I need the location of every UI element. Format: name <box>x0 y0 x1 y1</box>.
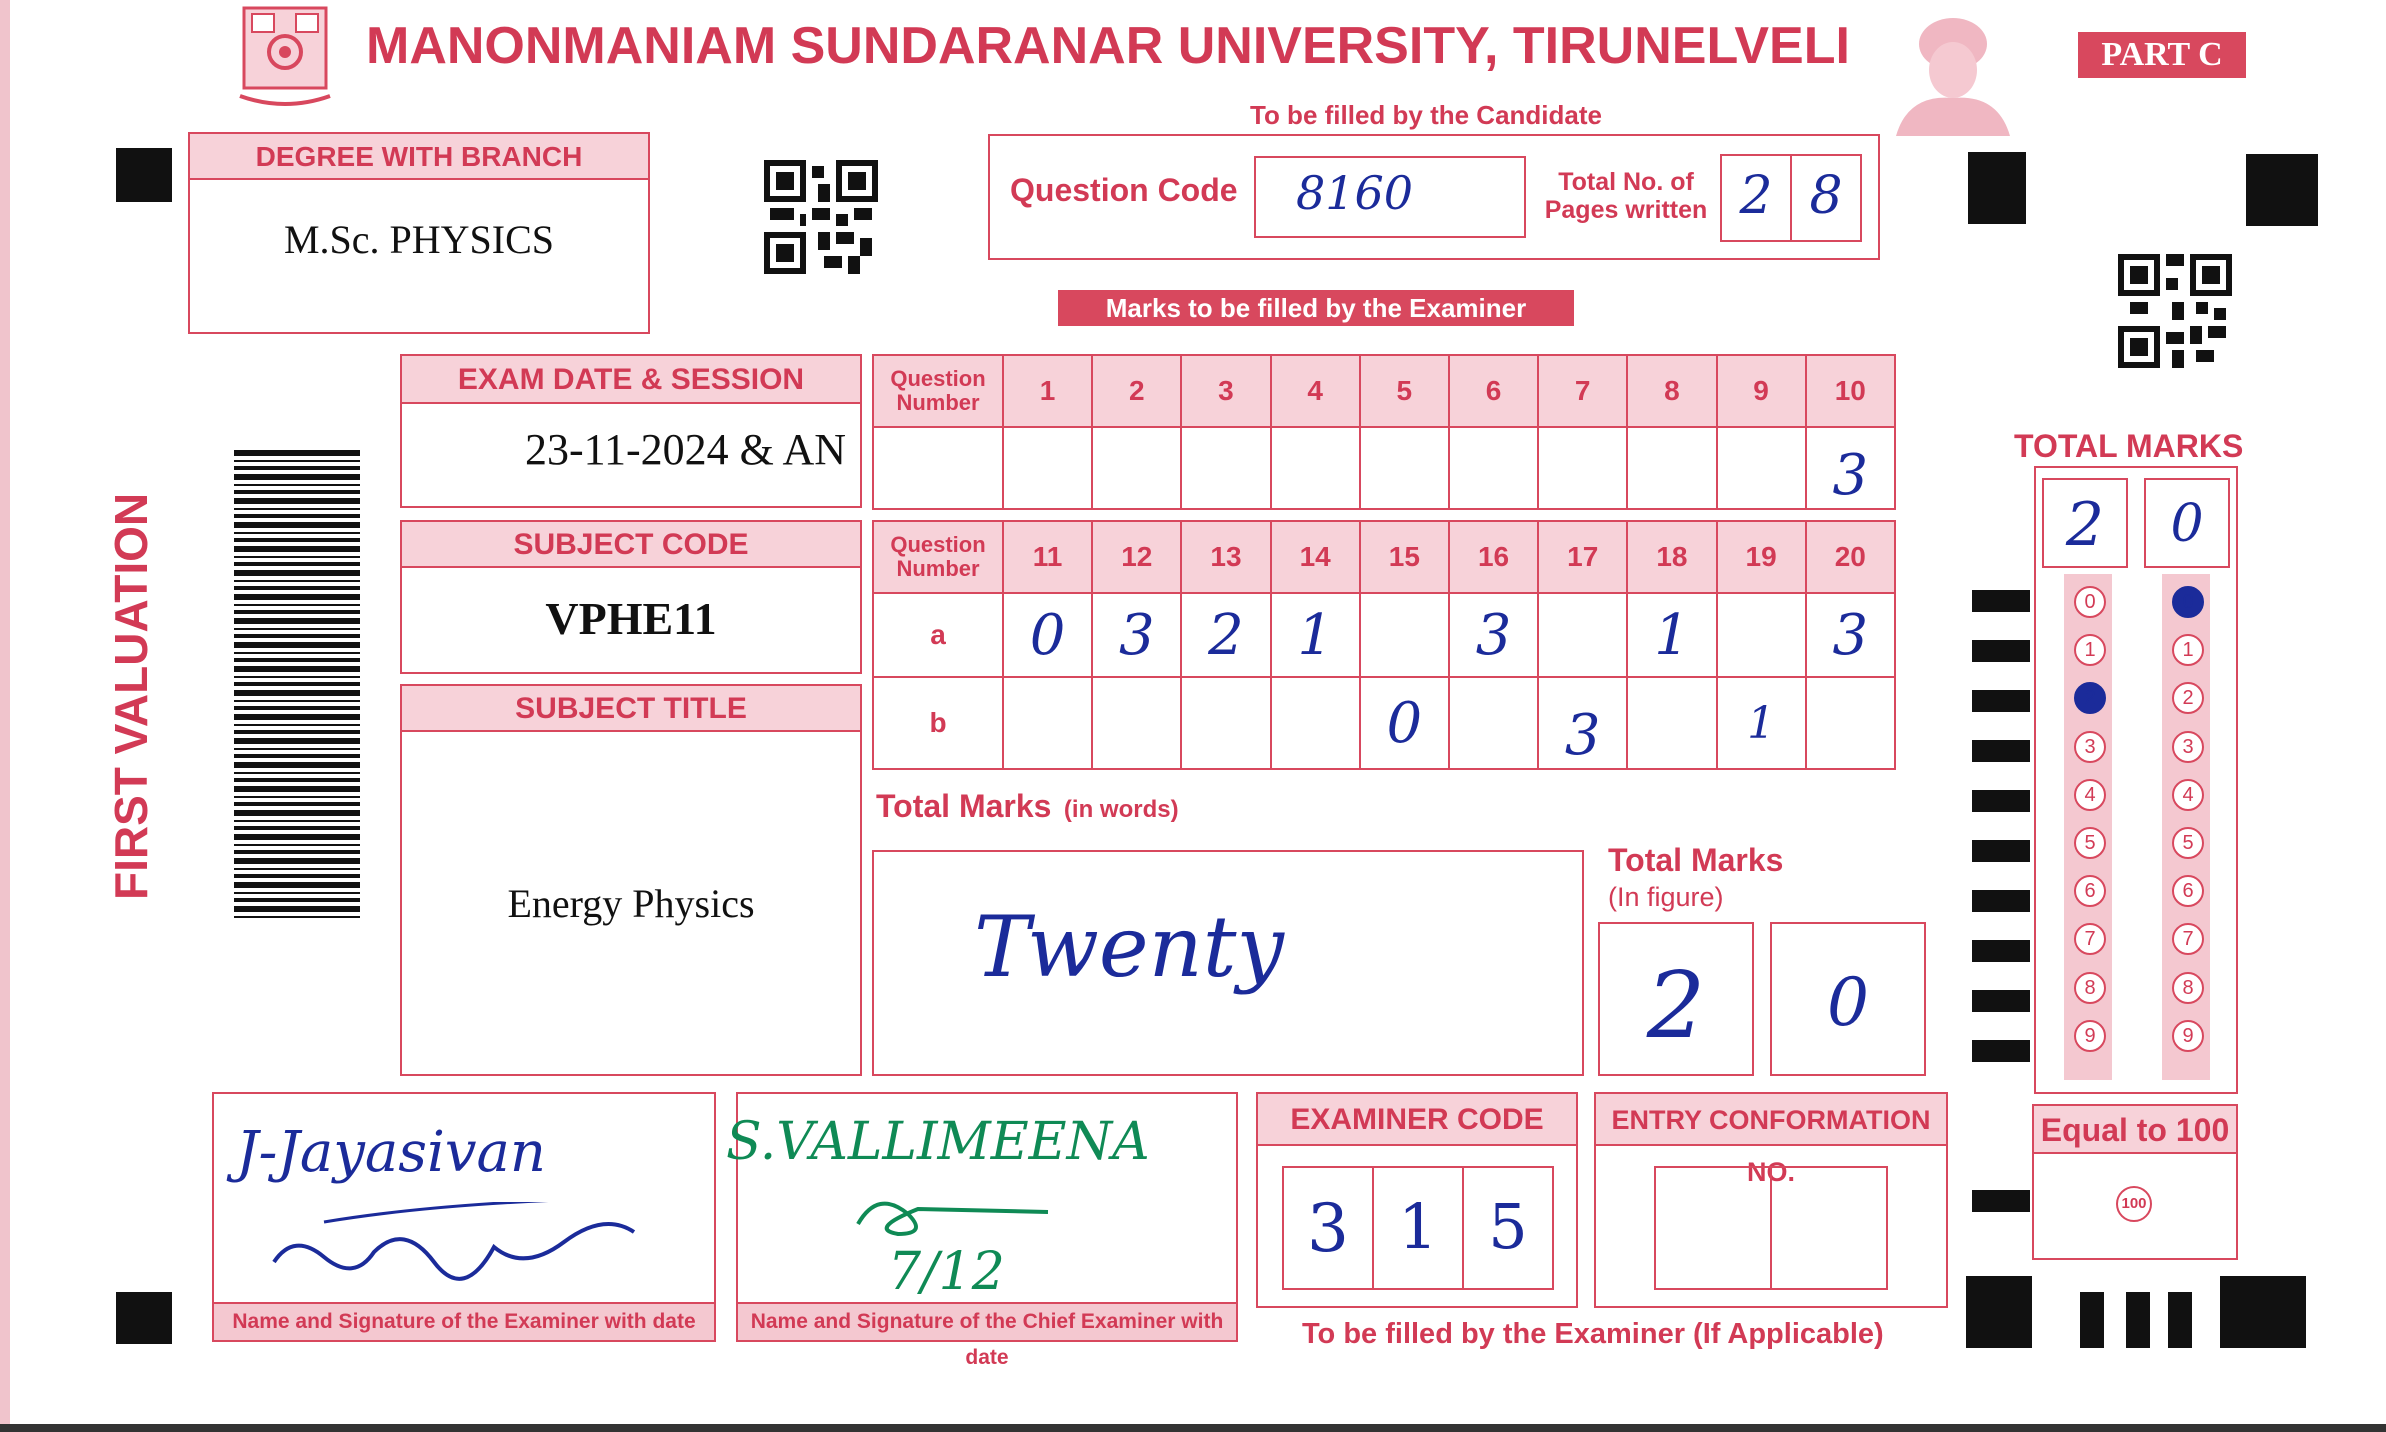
question-number-cell: 12 <box>1092 521 1181 593</box>
mark-cell-b[interactable]: 1 <box>1717 677 1806 769</box>
mark-cell[interactable] <box>1092 427 1181 509</box>
mark-cell-b[interactable] <box>1806 677 1895 769</box>
examiner-code-digit-1-value: 3 <box>1307 1190 1349 1267</box>
subject-code-label: SUBJECT CODE <box>402 522 860 568</box>
mark-cell-b[interactable]: 0 <box>1360 677 1449 769</box>
degree-label: DEGREE WITH BRANCH <box>190 134 648 180</box>
total-marks-digit-1[interactable] <box>2042 478 2128 568</box>
question-number-cell: 16 <box>1449 521 1538 593</box>
mark-cell[interactable] <box>1627 427 1716 509</box>
total-words-sublabel: (in words) <box>1063 796 1179 823</box>
mark-bubble[interactable]: 0 <box>2172 586 2204 618</box>
mark-bubble[interactable]: 5 <box>2074 827 2106 859</box>
pages-digit-1-value: 2 <box>1739 166 1773 226</box>
mark-cell-a[interactable]: 0 <box>1003 593 1092 677</box>
subject-code-value: VPHE11 <box>545 593 717 644</box>
mark-cell-a[interactable]: 3 <box>1806 593 1895 677</box>
subject-title-box <box>400 684 862 1076</box>
registration-mark <box>2220 1276 2306 1348</box>
question-number-cell: 6 <box>1449 355 1538 427</box>
question-number-cell: 18 <box>1627 521 1716 593</box>
total-marks-bubbles-box <box>2034 466 2238 1094</box>
registration-mark <box>1968 152 2026 224</box>
equal-to-100-bubble[interactable]: 100 <box>2116 1186 2152 1222</box>
mark-cell-a[interactable] <box>1717 593 1806 677</box>
timing-mark <box>1972 890 2030 912</box>
mark-cell-a[interactable]: 1 <box>1271 593 1360 677</box>
pages-digit-2-value: 8 <box>1809 166 1843 226</box>
first-valuation-label: FIRST VALUATION <box>105 492 157 900</box>
mark-cell[interactable]: 3 <box>1806 427 1895 509</box>
timing-mark <box>1972 640 2030 662</box>
registration-mark <box>116 148 172 202</box>
timing-mark <box>1972 1190 2030 1212</box>
question-number-cell: 9 <box>1717 355 1806 427</box>
mark-cell[interactable] <box>1538 427 1627 509</box>
question-number-cell: 8 <box>1627 355 1716 427</box>
mark-bubble[interactable]: 3 <box>2074 731 2106 763</box>
pages-digit-2[interactable] <box>1790 154 1862 242</box>
sheet-left-edge <box>0 0 10 1432</box>
row-b-label: b <box>873 677 1003 769</box>
entry-conformation-digit-1[interactable] <box>1654 1166 1772 1290</box>
question-number-cell: 10 <box>1806 355 1895 427</box>
question-number-header: Question Number <box>873 521 1003 593</box>
degree-value: M.Sc. PHYSICS <box>283 217 555 262</box>
examiner-code-box <box>1256 1092 1578 1308</box>
question-number-cell: 14 <box>1271 521 1360 593</box>
total-figure-digit-1-value: 2 <box>1646 952 1706 1059</box>
row-a-label: a <box>873 593 1003 677</box>
examiner-code-digit-3-value: 5 <box>1488 1190 1528 1263</box>
mark-cell-b[interactable] <box>1092 677 1181 769</box>
question-number-cell: 15 <box>1360 521 1449 593</box>
question-number-cell: 5 <box>1360 355 1449 427</box>
mark-bubble[interactable]: 0 <box>2074 586 2106 618</box>
total-words-label: Total Marks <box>876 788 1052 824</box>
mark-cell[interactable] <box>1360 427 1449 509</box>
university-title: MANONMANIAM SUNDARANAR UNIVERSITY, TIRUNELVELI <box>366 17 1850 75</box>
mark-cell-b[interactable] <box>1181 677 1270 769</box>
question-number-cell: 17 <box>1538 521 1627 593</box>
mark-cell-a[interactable]: 2 <box>1181 593 1270 677</box>
mark-cell-a[interactable] <box>1360 593 1449 677</box>
total-marks-digit-1-value: 2 <box>2065 490 2105 560</box>
blank-cell <box>873 427 1003 509</box>
question-code-label: Question Code <box>1010 172 1238 208</box>
mark-bubble[interactable]: 7 <box>2074 923 2106 955</box>
founder-portrait <box>1888 8 2018 136</box>
timing-mark <box>1972 790 2030 812</box>
registration-mark <box>2080 1292 2104 1348</box>
total-words-field[interactable] <box>872 850 1584 1076</box>
chief-examiner-signature-label: Name and Signature of the Chief Examiner with date <box>738 1302 1236 1340</box>
question-number-cell: 11 <box>1003 521 1092 593</box>
registration-mark <box>1966 1276 2032 1348</box>
registration-mark <box>116 1292 172 1344</box>
question-code-field[interactable] <box>1254 156 1526 238</box>
barcode <box>234 450 360 920</box>
marks-grid-2 <box>872 520 1896 770</box>
mark-bubble[interactable]: 4 <box>2172 779 2204 811</box>
mark-cell[interactable] <box>1717 427 1806 509</box>
mark-bubble[interactable]: 5 <box>2172 827 2204 859</box>
mark-bubble[interactable]: 7 <box>2172 923 2204 955</box>
mark-cell-b[interactable] <box>1003 677 1092 769</box>
university-logo <box>238 4 332 112</box>
question-number-cell: 3 <box>1181 355 1270 427</box>
examiner-name: J-Jayasivan <box>236 1120 546 1185</box>
mark-cell[interactable] <box>1271 427 1360 509</box>
equal-to-100-label: Equal to 100 <box>2034 1106 2236 1154</box>
mark-bubble[interactable]: 2 <box>2172 682 2204 714</box>
registration-mark <box>2168 1292 2192 1348</box>
qr-code-icon <box>2118 254 2232 368</box>
question-number-cell: 2 <box>1092 355 1181 427</box>
total-figure-digit-2-value: 0 <box>1827 964 1869 1041</box>
chief-examiner-signature-scribble <box>838 1184 1058 1244</box>
mark-bubble[interactable]: 8 <box>2074 972 2106 1004</box>
subject-title-value: Energy Physics <box>507 881 755 926</box>
total-marks-digit-2[interactable] <box>2144 478 2230 568</box>
question-number-cell: 19 <box>1717 521 1806 593</box>
mark-bubble[interactable]: 6 <box>2074 875 2106 907</box>
subject-title-label: SUBJECT TITLE <box>402 686 860 732</box>
registration-mark <box>2126 1292 2150 1348</box>
exam-date-value: 23-11-2024 & AN <box>524 425 846 474</box>
total-figure-label: Total Marks <box>1608 842 1784 878</box>
timing-mark <box>1972 840 2030 862</box>
timing-mark <box>1972 1040 2030 1062</box>
mark-cell[interactable] <box>1449 427 1538 509</box>
exam-date-box <box>400 354 862 508</box>
mark-cell-a[interactable] <box>1538 593 1627 677</box>
question-code-box <box>988 134 1880 260</box>
mark-bubble[interactable]: 9 <box>2074 1020 2106 1052</box>
question-number-cell: 7 <box>1538 355 1627 427</box>
equal-to-100-box <box>2032 1104 2238 1260</box>
candidate-note: To be filled by the Candidate <box>1250 100 1602 130</box>
total-figure-digit-1[interactable] <box>1598 922 1754 1076</box>
qr-code-icon <box>764 160 878 274</box>
question-number-cell: 1 <box>1003 355 1092 427</box>
timing-mark <box>1972 990 2030 1012</box>
examiner-banner: Marks to be filled by the Examiner <box>1058 290 1574 326</box>
mark-bubble[interactable]: 4 <box>2074 779 2106 811</box>
total-figure-sublabel: (In figure) <box>1608 882 1724 912</box>
examiner-code-digit-3[interactable] <box>1462 1166 1554 1290</box>
mark-cell-a[interactable]: 3 <box>1092 593 1181 677</box>
marks-grid-1 <box>872 354 1896 510</box>
mark-bubble[interactable]: 6 <box>2172 875 2204 907</box>
degree-box <box>188 132 650 334</box>
subject-code-box <box>400 520 862 674</box>
chief-examiner-name: S.VALLIMEENA <box>726 1112 1150 1172</box>
examiner-signature-box[interactable] <box>212 1092 716 1342</box>
exam-date-label: EXAM DATE & SESSION <box>402 356 860 404</box>
mark-cell[interactable] <box>1181 427 1270 509</box>
timing-mark <box>1972 740 2030 762</box>
question-number-cell: 4 <box>1271 355 1360 427</box>
chief-examiner-date: 7/12 <box>888 1242 1005 1302</box>
mark-cell-a[interactable]: 1 <box>1627 593 1716 677</box>
timing-mark <box>1972 940 2030 962</box>
examiner-code-digit-2-value: 1 <box>1398 1190 1438 1263</box>
examiner-code-digit-2[interactable] <box>1372 1166 1464 1290</box>
footer-note: To be filled by the Examiner (If Applicable) <box>1302 1318 1884 1350</box>
mark-bubble[interactable]: 9 <box>2172 1020 2204 1052</box>
total-words-heading <box>876 788 1179 825</box>
mark-bubble[interactable]: 1 <box>2172 634 2204 666</box>
total-marks-digit-2-value: 0 <box>2170 494 2204 554</box>
examiner-code-digit-1[interactable] <box>1282 1166 1374 1290</box>
mark-bubble[interactable]: 8 <box>2172 972 2204 1004</box>
question-number-cell: 20 <box>1806 521 1895 593</box>
pages-digit-1[interactable] <box>1720 154 1792 242</box>
total-words-value: Twenty <box>974 898 1284 996</box>
examiner-code-label: EXAMINER CODE <box>1258 1094 1576 1146</box>
examiner-signature-scribble <box>264 1202 644 1292</box>
mark-cell[interactable] <box>1003 427 1092 509</box>
examiner-signature-label: Name and Signature of the Examiner with date <box>214 1302 714 1340</box>
mark-cell-b[interactable] <box>1271 677 1360 769</box>
total-figure-digit-2[interactable] <box>1770 922 1926 1076</box>
chief-examiner-signature-box[interactable] <box>726 1092 1238 1369</box>
part-badge: PART C <box>2078 32 2246 78</box>
mark-cell-b[interactable] <box>1449 677 1538 769</box>
total-marks-bubbles-label: TOTAL MARKS <box>2014 428 2244 464</box>
timing-mark <box>1972 690 2030 712</box>
entry-conformation-box <box>1594 1092 1948 1308</box>
question-code-value: 8160 <box>1296 166 1414 220</box>
registration-mark <box>2246 154 2318 226</box>
timing-mark <box>1972 590 2030 612</box>
mark-bubble[interactable]: 1 <box>2074 634 2106 666</box>
mark-bubble[interactable]: 2 <box>2074 682 2106 714</box>
question-number-header: Question Number <box>873 355 1003 427</box>
pages-written-label: Total No. of Pages written <box>1544 168 1708 224</box>
mark-bubble[interactable]: 3 <box>2172 731 2204 763</box>
mark-cell-a[interactable]: 3 <box>1449 593 1538 677</box>
question-number-cell: 13 <box>1181 521 1270 593</box>
entry-conformation-label: ENTRY CONFORMATION NO. <box>1596 1094 1946 1146</box>
sheet-bottom-edge <box>0 1424 2386 1432</box>
entry-conformation-digit-2[interactable] <box>1770 1166 1888 1290</box>
mark-cell-b[interactable] <box>1627 677 1716 769</box>
mark-cell-b[interactable]: 3 <box>1538 677 1627 769</box>
